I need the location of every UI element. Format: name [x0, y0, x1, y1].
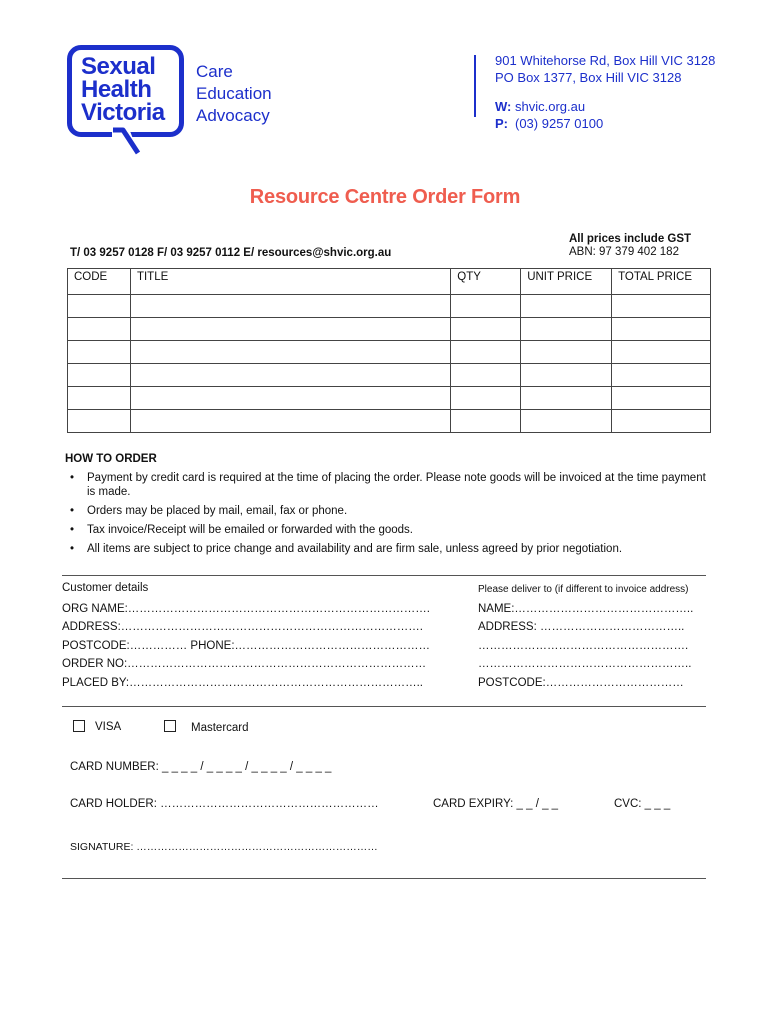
- organisation-address: [495, 52, 715, 132]
- title-cell[interactable]: [130, 341, 450, 364]
- qty-cell[interactable]: [451, 387, 521, 410]
- table-row: [68, 364, 711, 387]
- card-number-field[interactable]: CARD NUMBER: _ _ _ _ / _ _ _ _ / _ _ _ _ / _ _ _ _: [70, 761, 332, 773]
- code-cell[interactable]: [68, 341, 131, 364]
- code-cell[interactable]: [68, 410, 131, 433]
- how-to-order-heading: HOW TO ORDER: [65, 453, 157, 465]
- page-title: Resource Centre Order Form: [249, 186, 521, 208]
- table-row: [68, 387, 711, 410]
- street-address: 901 Whitehorse Rd, Box Hill VIC 3128: [495, 53, 716, 68]
- tagline-advocacy: Advocacy: [196, 106, 270, 125]
- visa-label: VISA: [95, 721, 122, 733]
- title-cell[interactable]: [130, 295, 450, 318]
- web-label: W:: [495, 99, 512, 114]
- col-code: CODE: [68, 269, 131, 295]
- table-header-row: [68, 269, 711, 295]
- title-cell[interactable]: [130, 318, 450, 341]
- card-holder-field[interactable]: CARD HOLDER: …………………………………………………: [70, 798, 379, 810]
- customer-details-heading: Customer details: [62, 582, 149, 594]
- code-cell[interactable]: [68, 364, 131, 387]
- unit-price-cell[interactable]: [521, 364, 612, 387]
- website-link[interactable]: shvic.org.au: [515, 99, 586, 114]
- address-field[interactable]: ADDRESS:…………………………………………………………………….: [62, 621, 423, 633]
- header-divider: [474, 55, 476, 117]
- col-unit-price: UNIT PRICE: [521, 269, 612, 295]
- postcode-phone-field[interactable]: POSTCODE:…………… PHONE:……………………………………………: [62, 640, 431, 652]
- total-price-cell[interactable]: [612, 318, 711, 341]
- phone-number: (03) 9257 0100: [515, 116, 604, 131]
- qty-cell[interactable]: [451, 295, 521, 318]
- total-price-cell[interactable]: [612, 364, 711, 387]
- unit-price-cell[interactable]: [521, 387, 612, 410]
- unit-price-cell[interactable]: [521, 295, 612, 318]
- delivery-address-line-3[interactable]: ……………………………………………….: [478, 640, 689, 652]
- section-divider: [62, 575, 706, 576]
- qty-cell[interactable]: [451, 410, 521, 433]
- placed-by-field[interactable]: PLACED BY:…………………………………………………………………..: [62, 677, 424, 689]
- title-cell[interactable]: [130, 387, 450, 410]
- abn: ABN: 97 379 402 182: [569, 246, 679, 258]
- logo-line-sexual: Sexual: [81, 53, 156, 80]
- delivery-address-line-4[interactable]: ………………………………………………..: [478, 658, 692, 670]
- table-row: [68, 295, 711, 318]
- unit-price-cell[interactable]: [521, 318, 612, 341]
- qty-cell[interactable]: [451, 364, 521, 387]
- qty-cell[interactable]: [451, 318, 521, 341]
- order-no-field[interactable]: ORDER NO:……………………………………………………………………: [62, 658, 427, 670]
- delivery-address-field[interactable]: ADDRESS: ………………………………..: [478, 621, 685, 633]
- section-divider: [62, 878, 706, 879]
- total-price-cell[interactable]: [612, 295, 711, 318]
- logo-line-health: Health: [81, 76, 152, 103]
- delivery-postcode-field[interactable]: POSTCODE:………………………………: [478, 677, 684, 689]
- po-box: PO Box 1377, Box Hill VIC 3128: [495, 70, 682, 85]
- card-expiry-field[interactable]: CARD EXPIRY: _ _ / _ _: [433, 798, 559, 810]
- how-to-order-list: [67, 466, 707, 556]
- delivery-heading: Please deliver to (if different to invoice address): [478, 584, 689, 595]
- tagline-education: Education: [196, 84, 272, 103]
- code-cell[interactable]: [68, 295, 131, 318]
- logo-wordmark: [81, 55, 165, 124]
- qty-cell[interactable]: [451, 341, 521, 364]
- contact-line: T/ 03 9257 0128 F/ 03 9257 0112 E/ resources@shvic.org.au: [70, 247, 392, 259]
- table-row: [68, 410, 711, 433]
- phone-label: P:: [495, 116, 508, 131]
- logo-line-victoria: Victoria: [81, 99, 165, 126]
- tagline-care: Care: [196, 62, 233, 81]
- gst-statement: All prices include GST: [569, 233, 692, 245]
- visa-checkbox[interactable]: [73, 720, 85, 732]
- total-price-cell[interactable]: [612, 410, 711, 433]
- col-qty: QTY: [451, 269, 521, 295]
- cvc-field[interactable]: CVC: _ _ _: [614, 798, 671, 810]
- mastercard-checkbox[interactable]: [164, 720, 176, 732]
- total-price-cell[interactable]: [612, 387, 711, 410]
- logo-bubble-tail-icon: [112, 126, 142, 156]
- unit-price-cell[interactable]: [521, 410, 612, 433]
- col-title: TITLE: [130, 269, 450, 295]
- title-cell[interactable]: [130, 364, 450, 387]
- col-total-price: TOTAL PRICE: [612, 269, 711, 295]
- list-item: • Tax invoice/Receipt will be emailed or forwarded with the goods.: [67, 523, 707, 537]
- total-price-cell[interactable]: [612, 341, 711, 364]
- delivery-name-field[interactable]: NAME:………………………………………..: [478, 603, 694, 615]
- code-cell[interactable]: [68, 387, 131, 410]
- order-items-table: [67, 268, 711, 433]
- title-cell[interactable]: [130, 410, 450, 433]
- unit-price-cell[interactable]: [521, 341, 612, 364]
- mastercard-label: Mastercard: [191, 722, 249, 734]
- gst-note: [569, 233, 691, 259]
- code-cell[interactable]: [68, 318, 131, 341]
- list-item: • Orders may be placed by mail, email, fax or phone.: [67, 504, 707, 518]
- signature-field[interactable]: SIGNATURE: ……………………………………………………………: [70, 841, 378, 853]
- section-divider: [62, 706, 706, 707]
- table-row: [68, 318, 711, 341]
- table-row: [68, 341, 711, 364]
- list-item: • Payment by credit card is required at the time of placing the order. Please note goods will be invoiced at the time payment is made.: [67, 471, 707, 499]
- org-name-field[interactable]: ORG NAME:…………………………………………………………………….: [62, 603, 431, 615]
- list-item: • All items are subject to price change and availability and are firm sale, unless agreed by prior negotiation.: [67, 542, 707, 556]
- logo-tagline: [196, 61, 272, 127]
